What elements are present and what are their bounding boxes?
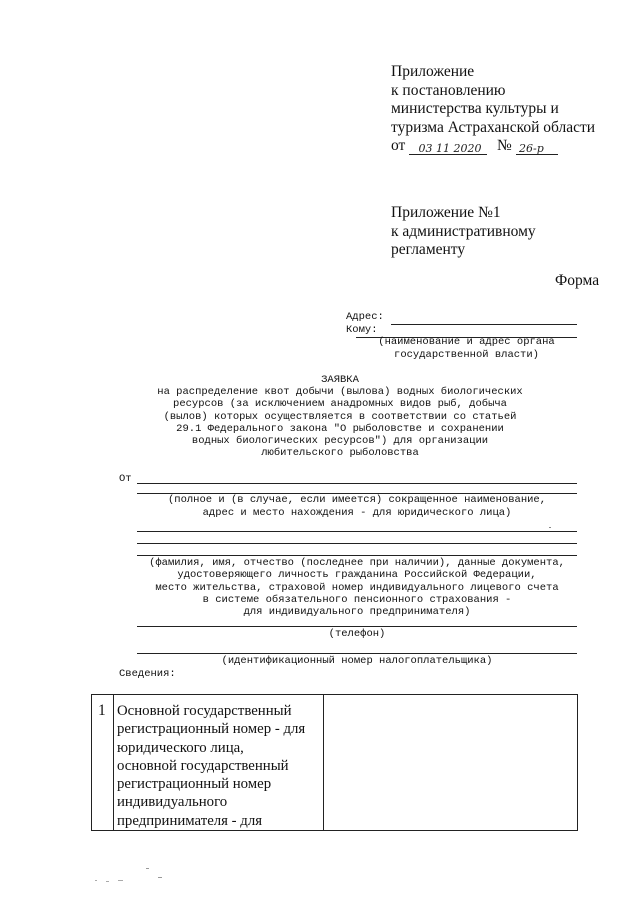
title-line-5: водных биологических ресурсов") для организации <box>191 435 489 448</box>
org-caption-line-1: (полное и (в случае, если имеется) сокращенное наименование, <box>167 494 547 506</box>
title-line-2: ресурсов (за исключением анадромных видов рыб, добыча <box>173 398 507 411</box>
info-table <box>91 694 578 831</box>
scan-speck <box>158 877 162 878</box>
row-text-line-7: предпринимателя - для <box>117 812 263 829</box>
applicant-field-3 <box>137 531 577 532</box>
row-value-cell <box>324 695 578 831</box>
title-line-4: 29.1 Федерального закона "О рыболовстве и сохранении <box>176 422 504 435</box>
row-text <box>114 695 323 830</box>
application-title <box>90 374 590 459</box>
appendix-line-1: Приложение №1 <box>391 204 501 221</box>
header-date-underline <box>409 154 487 155</box>
ip-caption-line-2: удостоверяющего личность гражданина Российской Федерации, <box>177 569 537 582</box>
applicant-field-1 <box>137 483 577 484</box>
row-text-line-5: регистрационный номер <box>117 776 272 793</box>
scan-speck <box>95 880 97 881</box>
appendix-line-2: к административному <box>391 222 536 240</box>
header-number-label: № <box>497 137 512 154</box>
row-number-cell <box>92 695 114 831</box>
header-from-label: от <box>391 137 406 154</box>
header-line-3: министерства культуры и <box>391 100 559 117</box>
appendix-block <box>391 204 536 260</box>
row-text-line-2: регистрационный номер - для <box>117 721 306 738</box>
applicant-field-4 <box>137 543 577 544</box>
ip-caption <box>137 557 577 618</box>
header-number: 26-р <box>519 142 544 155</box>
ip-caption-line-4: в системе обязательного пенсионного страхования - <box>202 593 512 606</box>
row-text-line-6: индивидуального <box>117 794 228 811</box>
row-text-line-1: Основной государственный <box>117 703 292 719</box>
title-line-3: (вылов) которых осуществляется в соответствии со статьей <box>163 410 517 423</box>
ip-caption-line-3: место жительства, страховой номер индивидуального лицевого счета <box>155 581 559 594</box>
applicant-field-5 <box>137 555 577 556</box>
addressee-caption-line-1: (наименование и адрес органа <box>378 336 555 348</box>
row-number: 1 <box>98 702 106 719</box>
appendix-line-3: регламенту <box>391 241 466 258</box>
addressee-caption <box>356 336 577 361</box>
row-label-cell <box>114 695 324 831</box>
address-label: Адрес: <box>346 311 384 323</box>
header-date-line <box>391 137 595 156</box>
header-date: 03 11 2020 <box>418 142 482 155</box>
header-line-1: Приложение <box>391 63 475 80</box>
scan-speck <box>118 880 123 881</box>
scan-speck <box>549 527 551 528</box>
addressee-caption-line-2: государственной власти) <box>394 348 539 361</box>
to-label: Кому: <box>346 324 378 336</box>
phone-caption: (телефон) <box>328 628 386 640</box>
header-line-2: к постановлению <box>391 81 506 99</box>
title-line-6: любительского рыболовства <box>261 447 419 460</box>
row-text-line-3: юридического лица, <box>117 739 244 756</box>
title-heading: ЗАЯВКА <box>321 374 359 386</box>
applicant-from-label: От <box>119 473 132 485</box>
form-label: Форма <box>555 272 600 289</box>
header-line-4: туризма Астраханской области <box>391 118 596 136</box>
header-number-underline <box>516 154 558 155</box>
address-field <box>391 324 577 325</box>
org-caption-line-2: адрес и место нахождения - для юридического лица) <box>202 506 512 519</box>
scan-speck <box>106 881 109 882</box>
phone-field <box>137 626 577 627</box>
row-text-line-4: основной государственный <box>117 757 289 774</box>
ip-caption-line-1: (фамилия, имя, отчество (последнее при наличии), данные документа, <box>149 557 565 569</box>
inn-caption: (идентификационный номер налогоплательщика) <box>221 655 493 667</box>
info-label: Сведения: <box>119 668 176 680</box>
scan-speck <box>146 868 149 869</box>
header-block <box>391 63 595 156</box>
org-caption <box>137 494 577 519</box>
inn-field <box>137 653 577 654</box>
ip-caption-line-5: для индивидуального предпринимателя) <box>243 606 471 619</box>
title-line-1: на распределение квот добычи (вылова) водных биологических <box>157 386 523 399</box>
table-row <box>92 695 578 831</box>
